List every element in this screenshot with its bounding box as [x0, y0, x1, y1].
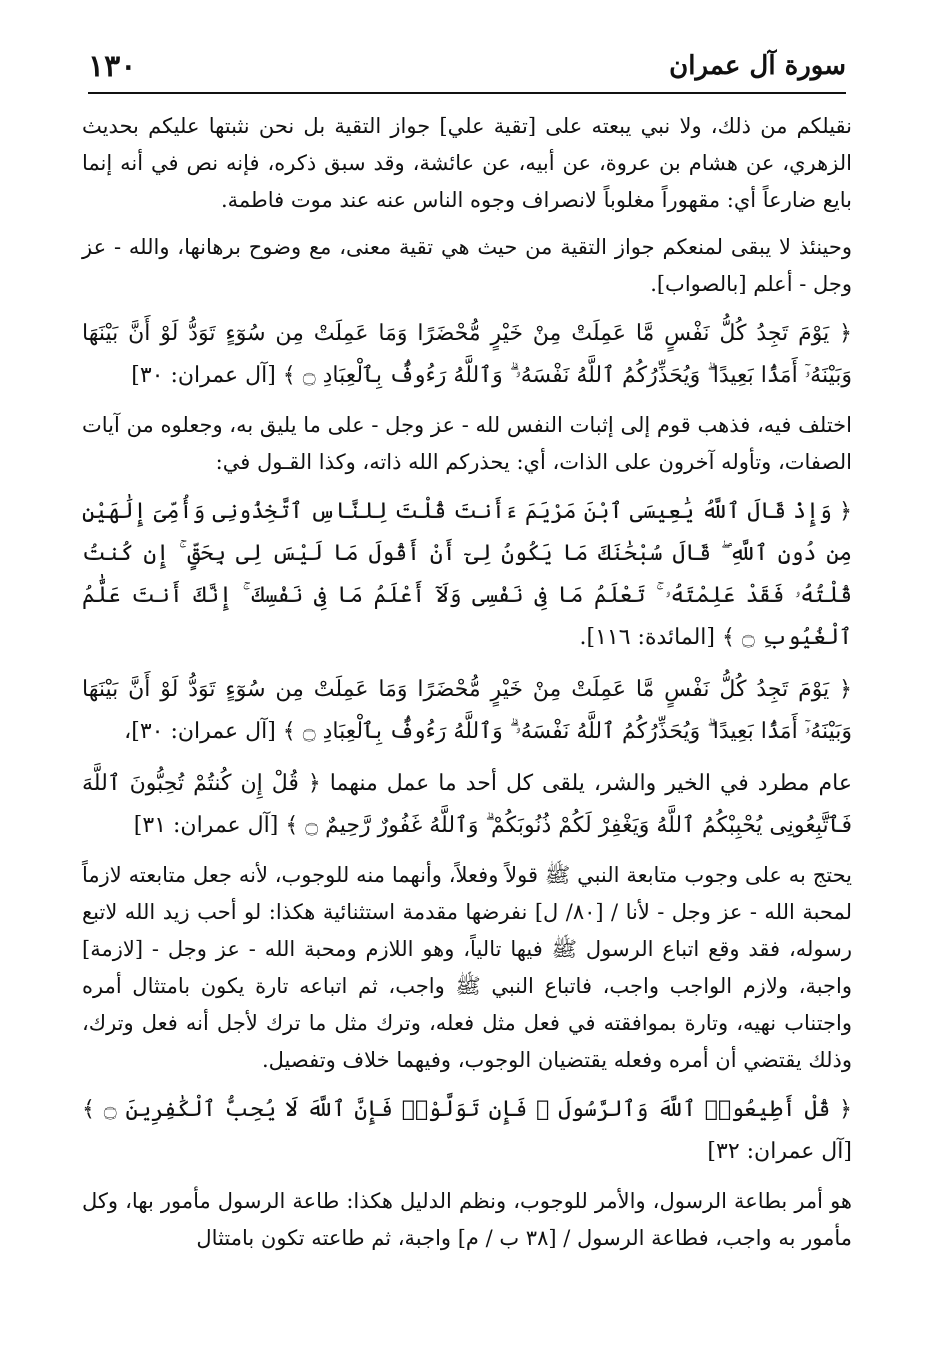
quran-verse-2	[82, 491, 852, 659]
quran-verse-5	[82, 1089, 852, 1173]
page-number: ١٣٠	[88, 48, 137, 84]
verse-open-bracket: ﴿	[307, 771, 321, 796]
paragraph-4	[82, 763, 852, 847]
verse-text: يَوْمَ تَجِدُ كُلُّ نَفْسٍ مَّا عَمِلَتْ مِنْ خَيْرٍ مُّحْضَرًا وَمَا عَمِلَتْ مِن سُوٓءٍ تَوَدُّ لَوْ أَنَّ بَيْنَهَا وَبَيْنَهُۥٓ أَمَدًۢا بَعِيدًا ۗ وَيُحَذِّرُكُمُ ٱللَّهُ نَفْسَهُۥ ۗ وَٱللَّهُ رَءُوفٌۢ بِٱلْعِبَادِ ۝	[82, 321, 852, 388]
verse-open-bracket: ﴿	[839, 1097, 852, 1122]
verse-open-bracket: ﴿	[839, 499, 852, 524]
quran-verse-3	[82, 669, 852, 753]
paragraph-5: يحتج به على وجوب متابعة النبي ﷺ قولاً وفعلاً، وأنهما منه للوجوب، لأنه جعل متابعته لازماً لمحبة الله - عز وجل - لأنا / [٨٠/ ل] نفرضها مقدمة استثنائية هكذا: لو أحب زيد الله لاتبع رسوله، فقد وقع اتباع الرسول ﷺ فيها تالياً، وهو اللازم ومحبة الله - عز وجل - [لازمة] واجبة، ولازم الواجب واجب، فاتباع النبي ﷺ واجب، ثم اتباعه تارة يكون بامتثال أمره واجتناب نهيه، وتارة بموافقته في فعل مثل فعله، وترك مثل ما ترك لأجل أنه فعل وترك، وذلك يقتضي أن أمره وفعله يقتضيان الوجوب، وفيهما خلاف وتفصيل.	[82, 863, 853, 1072]
verse-close-bracket: ﴾	[282, 363, 296, 388]
verse-close-bracket: ﴾	[721, 625, 735, 650]
paragraph-2: وحينئذ لا يبقى لمنعكم جواز التقية من حيث هي تقية معنى، مع وضوح برهانها، والله - عز وجل - أعلم [بالصواب].	[82, 235, 852, 296]
verse-text: يَوْمَ تَجِدُ كُلُّ نَفْسٍ مَّا عَمِلَتْ مِنْ خَيْرٍ مُّحْضَرًا وَمَا عَمِلَتْ مِن سُوٓءٍ تَوَدُّ لَوْ أَنَّ بَيْنَهَا وَبَيْنَهُۥٓ أَمَدًۢا بَعِيدًا ۗ وَيُحَذِّرُكُمُ ٱللَّهُ نَفْسَهُۥ ۗ وَٱللَّهُ رَءُوفٌۢ بِٱلْعِبَادِ ۝	[82, 677, 852, 744]
page-header	[88, 40, 846, 94]
verse-text: قُلْ أَطِيعُوا۟ ٱللَّهَ وَٱلرَّسُولَ ۖ فَإِن تَوَلَّوْا۟ فَإِنَّ ٱللَّهَ لَا يُحِبُّ ٱلْكَٰفِرِينَ ۝	[103, 1097, 831, 1122]
verse-open-bracket: ﴿	[839, 321, 852, 346]
verse-reference: [آل عمران: ٣٠]	[131, 363, 276, 388]
verse-reference: [آل عمران: ٣١]	[133, 813, 279, 838]
verse-reference: [المائدة: ١١٦].	[579, 625, 715, 650]
paragraph-4-lead: عام مطرد في الخير والشر، يلقى كل أحد ما عمل منهما	[329, 771, 852, 796]
verse-close-bracket: ﴾	[282, 719, 296, 744]
verse-reference: [آل عمران: ٣٢]	[707, 1139, 852, 1164]
paragraph-3: اختلف فيه، فذهب قوم إلى إثبات النفس لله - عز وجل - على ما يليق به، وجعلوه من آيات الصفات، وتأوله آخرون على الذات، أي: يحذركم الله ذاته، وكذا القـول في:	[82, 413, 852, 474]
verse-close-bracket: ﴾	[82, 1097, 95, 1122]
paragraph-1: نقيلكم من ذلك، ولا نبي يبعته على [تقية علي] جواز التقية بل نحن نثبتها عليكم بحديث الزهري، عن هشام بن عروة، عن أبيه، عن عائشة، وقد سبق ذكره، فإنه نص في أنه إنما بايع ضارعاً أي: مقهوراً مغلوباً لانصراف وجوه الناس عنه عند موت فاطمة.	[82, 114, 852, 212]
page-body	[82, 108, 852, 1267]
paragraph-6: هو أمر بطاعة الرسول، والأمر للوجوب، ونظم الدليل هكذا: طاعة الرسول مأمور بها، وكل مأمور به واجب، فطاعة الرسول / [٣٨ ب / م] واجبة، ثم طاعته تكون بامتثال	[82, 1189, 852, 1250]
verse-text: وَإِذْ قَالَ ٱللَّهُ يَٰعِيسَى ٱبْنَ مَرْيَمَ ءَأَنتَ قُلْتَ لِلنَّاسِ ٱتَّخِذُونِى وَأُمِّىَ إِلَٰهَيْنِ مِن دُونِ ٱللَّهِ ۖ قَالَ سُبْحَٰنَكَ مَا يَكُونُ لِىٓ أَنْ أَقُولَ مَا لَيْسَ لِى بِحَقٍّ ۚ إِن كُنتُ قُلْتُهُۥ فَقَدْ عَلِمْتَهُۥ ۚ تَعْلَمُ مَا فِى نَفْسِى وَلَآ أَعْلَمُ مَا فِى نَفْسِكَ ۚ إِنَّكَ أَنتَ عَلَّٰمُ ٱلْغُيُوبِ ۝	[82, 499, 852, 650]
verse-reference: [آل عمران: ٣٠]،	[124, 719, 276, 744]
verse-text: قُلْ إِن كُنتُمْ تُحِبُّونَ ٱللَّهَ فَٱتَّبِعُونِى يُحْبِبْكُمُ ٱللَّهُ وَيَغْفِرْ لَكُمْ ذُنُوبَكُمْ ۗ وَٱللَّهُ غَفُورٌ رَّحِيمٌ ۝	[82, 771, 852, 838]
running-title: سورة آل عمران	[669, 51, 846, 81]
quran-verse-1	[82, 313, 852, 397]
verse-open-bracket: ﴿	[839, 677, 852, 702]
verse-close-bracket: ﴾	[285, 813, 299, 838]
